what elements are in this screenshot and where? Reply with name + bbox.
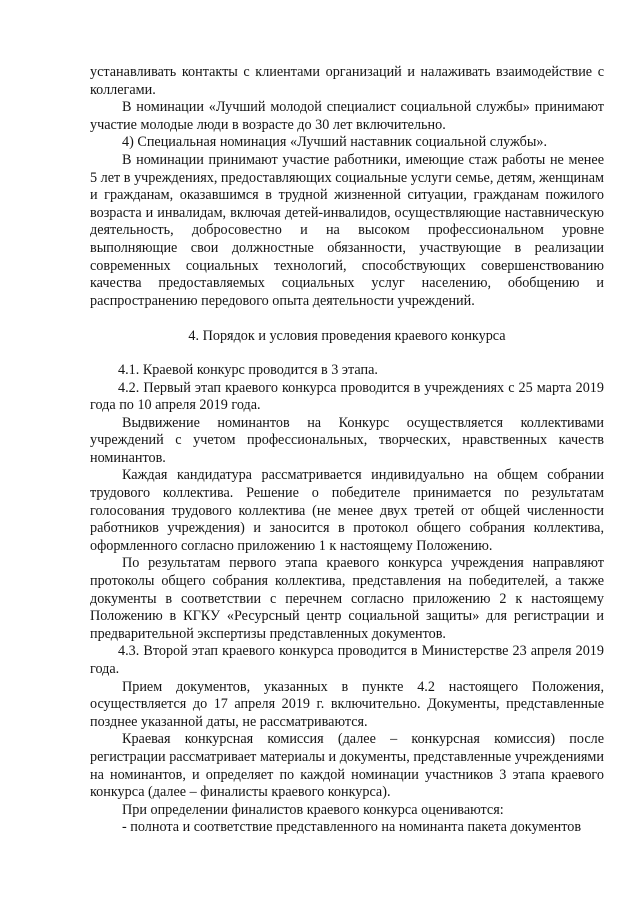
paragraph-4-3: 4.3. Второй этап краевого конкурса проводится в Министерстве 23 апреля 2019 года. bbox=[90, 643, 604, 677]
paragraph-first-stage-results: По результатам первого этапа краевого конкурса учреждения направляют протоколы общего собрания коллектива, представления на победителей, а также документы в соответствии с перечнем согласно приложению 2 к настоящему Положению в КГКУ «Ресурсный центр социальной защиты» для регистрации и предварительной экспертизы представленных документов. bbox=[90, 555, 604, 642]
paragraph-mentor-nomination: 4) Специальная номинация «Лучший наставник социальной службы». bbox=[122, 134, 548, 151]
paragraph-4-2: 4.2. Первый этап краевого конкурса проводится в учреждениях с 25 марта 2019 года по 10 апреля 2019 года. bbox=[90, 379, 604, 414]
paragraph-document-acceptance: Прием документов, указанных в пункте 4.2 настоящего Положения, осуществляется до 17 апреля 2019 г. включительно. Документы, представленные позднее указанной даты, не рассматриваются. bbox=[90, 678, 604, 730]
section-heading: 4. Порядок и условия проведения краевого конкурса bbox=[188, 328, 506, 345]
paragraph-contacts: устанавливать контакты с клиентами организаций и налаживать взаимодействие с коллегами. bbox=[90, 64, 604, 98]
paragraph-candidacy: Каждая кандидатура рассматривается индивидуально на общем собрании трудового коллектива. Решение о победителе принимается по результатам голосования трудового коллектива (не менее двух третей от общей численности работников учреждения) и заносится в протокол общего собрания коллектива, оформленного согласно приложению 1 к настоящему Положению. bbox=[90, 467, 604, 554]
list-item-completeness: - полнота и соответствие представленного на номинанта пакета документов bbox=[122, 819, 582, 836]
paragraph-mentor-requirements: В номинации принимают участие работники, имеющие стаж работы не менее 5 лет в учреждениях, предоставляющих социальные услуги семье, детям, женщинам и гражданам, оказавшимся в трудной жизненной ситуации, гражданам пожилого возраста и инвалидам, включая детей-инвалидов, осуществляющие наставническую деятельность, добросовестно и на высоком профессиональном уровне выполняющие свои должностные обязанности, участвующие в реализации современных социальных технологий, способствующих совершенствованию качества предоставляемых социальных услуг населению, обобщению и распространению передового опыта деятельности учреждений. bbox=[90, 151, 604, 309]
paragraph-evaluation-criteria: При определении финалистов краевого конкурса оцениваются: bbox=[122, 801, 504, 818]
paragraph-commission: Краевая конкурсная комиссия (далее – конкурсная комиссия) после регистрации рассматривает материалы и документы, представленные учреждениями на номинантов, и определяет по каждой номинации участников 3 этапа краевого конкурса (далее – финалисты краевого конкурса). bbox=[90, 731, 604, 801]
paragraph-nomination: Выдвижение номинантов на Конкурс осуществляется коллективами учреждений с учетом профессиональных, творческих, нравственных качеств номинантов. bbox=[90, 414, 604, 466]
paragraph-young-specialist: В номинации «Лучший молодой специалист социальной службы» принимают участие молодые люди в возрасте до 30 лет включительно. bbox=[90, 99, 604, 133]
paragraph-4-1: 4.1. Краевой конкурс проводится в 3 этапа. bbox=[118, 361, 378, 378]
